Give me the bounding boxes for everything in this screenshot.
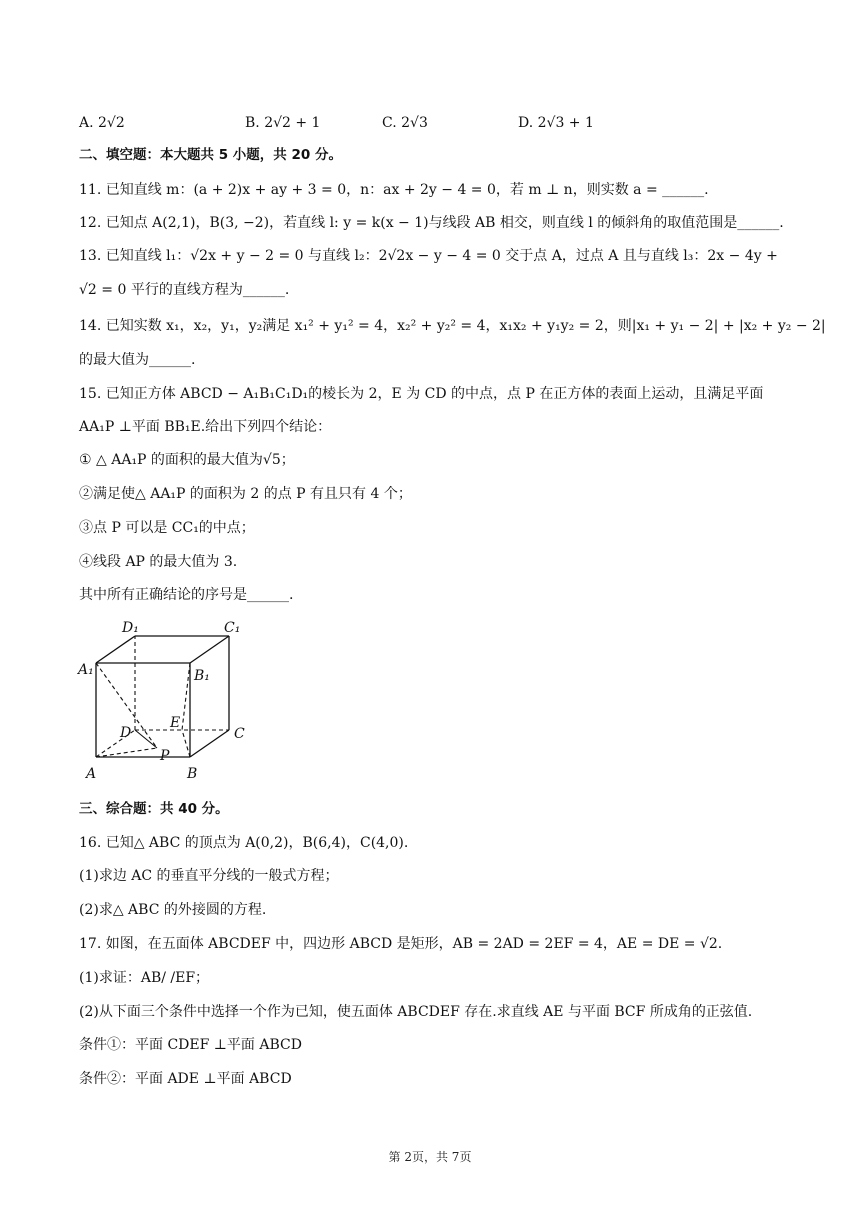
question-13-line1: 13. 已知直线 l₁：√2x + y − 2 = 0 与直线 l₂：2√2x − y − 4 = 0 交于点 A，过点 A 且与直线 l₃：2x − 4y + <box>79 248 778 264</box>
question-17-part-2: (2)从下面三个条件中选择一个作为已知，使五面体 ABCDEF 存在.求直线 AE 与平面 BCF 所成角的正弦值. <box>79 1004 753 1020</box>
question-16-part-2: (2)求△ ABC 的外接圆的方程. <box>79 902 267 918</box>
question-15-conclusion-4: ④线段 AP 的最大值为 3. <box>79 554 238 570</box>
question-13-line2: √2 = 0 平行的直线方程为______. <box>79 282 290 298</box>
condition-2: 条件②：平面 ADE ⊥平面 ABCD <box>79 1071 292 1087</box>
question-15-ask: 其中所有正确结论的序号是______. <box>79 587 294 603</box>
segment-b-e <box>182 730 190 757</box>
label-c: C <box>234 726 245 742</box>
label-a1: A₁ <box>78 662 94 678</box>
label-c1: C₁ <box>224 620 241 636</box>
edge-b1-c1 <box>190 636 229 663</box>
edge-b-c <box>190 730 229 757</box>
question-16: 16. 已知△ ABC 的顶点为 A(0,2)，B(6,4)，C(4,0). <box>79 835 409 851</box>
section2-title: 二、填空题：本大题共 5 小题，共 20 分。 <box>79 147 342 163</box>
label-d: D <box>120 725 132 741</box>
question-16-part-1: (1)求边 AC 的垂直平分线的一般式方程； <box>79 868 339 884</box>
option-a: A. 2√2 <box>79 115 125 131</box>
question-14-line2: 的最大值为______. <box>79 352 196 368</box>
question-15-line2: AA₁P ⊥平面 BB₁E.给出下列四个结论： <box>79 419 332 435</box>
label-b: B <box>187 766 198 782</box>
label-d1: D₁ <box>122 620 139 636</box>
condition-1: 条件①：平面 CDEF ⊥平面 ABCD <box>79 1037 302 1053</box>
option-d: D. 2√3 + 1 <box>518 115 594 131</box>
label-e: E <box>170 715 181 731</box>
question-15-line1: 15. 已知正方体 ABCD − A₁B₁C₁D₁的棱长为 2，E 为 CD 的中点，点 P 在正方体的表面上运动，且满足平面 <box>79 386 764 402</box>
question-15-conclusion-3: ③点 P 可以是 CC₁的中点； <box>79 520 255 536</box>
label-a: A <box>86 766 97 782</box>
question-15-conclusion-1: ① △ AA₁P 的面积的最大值为√5； <box>79 452 295 468</box>
question-17-part-1: (1)求证：AB/ /EF； <box>79 970 210 986</box>
option-b: B. 2√2 + 1 <box>245 115 321 131</box>
question-14-line1: 14. 已知实数 x₁，x₂，y₁，y₂满足 x₁² + y₁² = 4，x₂² + y₂² = 4，x₁x₂ + y₁y₂ = 2，则|x₁ + y₁ − 2| + |x₂ + y₂ − 2| <box>79 318 826 334</box>
segment-a-p <box>96 748 157 757</box>
cube-figure <box>74 612 274 787</box>
question-12: 12. 已知点 A(2,1)，B(3, −2)，若直线 l: y = k(x − 1)与线段 AB 相交，则直线 l 的倾斜角的取值范围是______. <box>79 215 784 231</box>
question-17: 17. 如图，在五面体 ABCDEF 中，四边形 ABCD 是矩形，AB = 2AD = 2EF = 4，AE = DE = √2. <box>79 936 723 952</box>
option-c: C. 2√3 <box>382 115 428 131</box>
section3-title: 三、综合题：共 40 分。 <box>79 801 229 817</box>
page-footer: 第 2页，共 7页 <box>388 1150 472 1164</box>
segment-b1-e <box>182 663 190 730</box>
label-p: P <box>160 748 170 764</box>
question-11: 11. 已知直线 m：(a + 2)x + ay + 3 = 0，n：ax + 2y − 4 = 0，若 m ⊥ n，则实数 a = ______. <box>79 182 709 198</box>
question-15-conclusion-2: ②满足使△ AA₁P 的面积为 2 的点 P 有且只有 4 个； <box>79 486 412 502</box>
edge-a1-d1 <box>96 636 135 663</box>
label-b1: B₁ <box>194 668 210 684</box>
